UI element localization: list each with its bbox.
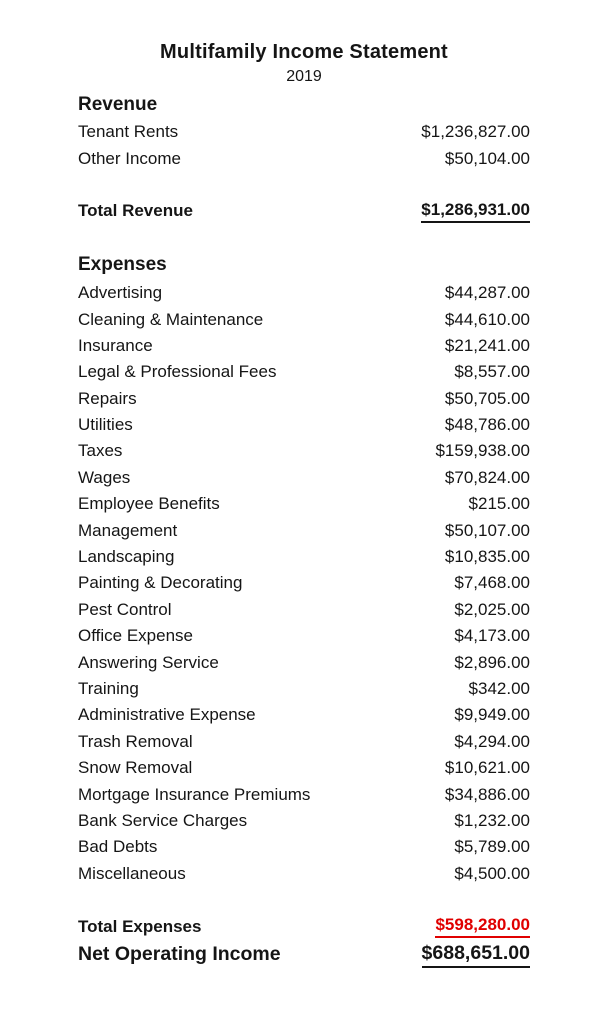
expense-row-label: Utilities xyxy=(78,415,133,435)
expense-row-label: Office Expense xyxy=(78,626,193,646)
expense-row-value: $44,287.00 xyxy=(444,283,530,303)
expense-row-value: $34,886.00 xyxy=(444,784,530,804)
expense-row xyxy=(78,729,530,755)
expense-row xyxy=(78,544,530,570)
expense-row xyxy=(78,386,530,412)
expense-row-label: Answering Service xyxy=(78,652,219,672)
expense-row-label: Employee Benefits xyxy=(78,494,220,514)
expense-row-value: $70,824.00 xyxy=(444,467,530,487)
expense-row xyxy=(78,649,530,675)
blank-line xyxy=(78,887,530,913)
expense-row xyxy=(78,755,530,781)
expense-row xyxy=(78,438,530,464)
revenue-row xyxy=(78,145,530,171)
revenue-row-label: Other Income xyxy=(78,148,181,168)
net-operating-income-value: $688,651.00 xyxy=(422,942,530,968)
expense-row xyxy=(78,623,530,649)
expense-row-label: Painting & Decorating xyxy=(78,573,243,593)
expense-row-value: $9,949.00 xyxy=(454,705,530,725)
year-subtitle: 2019 xyxy=(286,68,322,85)
expense-row-label: Taxes xyxy=(78,441,123,461)
revenue-section-heading: Revenue xyxy=(78,93,158,115)
total-expenses-row xyxy=(78,913,530,939)
expense-row-label: Mortgage Insurance Premiums xyxy=(78,784,311,804)
expenses-section-heading: Expenses xyxy=(78,254,167,276)
expense-row xyxy=(78,412,530,438)
total-revenue-row xyxy=(78,198,530,224)
expense-row-value: $8,557.00 xyxy=(454,362,530,382)
total-expenses-label: Total Expenses xyxy=(78,916,202,936)
net-operating-income-label: Net Operating Income xyxy=(78,943,281,966)
expense-row-value: $159,938.00 xyxy=(435,441,530,461)
expense-row-label: Wages xyxy=(78,467,131,487)
total-expenses-value: $598,280.00 xyxy=(435,915,530,938)
expense-row-value: $7,468.00 xyxy=(454,573,530,593)
expense-row-value: $50,107.00 xyxy=(444,520,530,540)
expense-row xyxy=(78,597,530,623)
blank-line xyxy=(78,225,530,251)
expense-row-label: Pest Control xyxy=(78,599,172,619)
expense-row-value: $48,786.00 xyxy=(444,415,530,435)
expense-row xyxy=(78,491,530,517)
page-title: Multifamily Income Statement xyxy=(160,41,448,63)
expense-row-value: $1,232.00 xyxy=(454,810,530,830)
expense-row xyxy=(78,333,530,359)
revenue-row xyxy=(78,119,530,145)
expense-row-label: Legal & Professional Fees xyxy=(78,362,277,382)
expense-row-label: Training xyxy=(78,679,139,698)
expense-row-label: Trash Removal xyxy=(78,731,193,751)
expense-row-label: Repairs xyxy=(78,388,137,408)
expense-row-label: Advertising xyxy=(78,283,163,303)
expense-row-label: Management xyxy=(78,520,178,540)
revenue-row-value: $50,104.00 xyxy=(444,148,530,168)
blank-line xyxy=(78,172,530,198)
expense-row-label: Snow Removal xyxy=(78,758,193,778)
expense-row xyxy=(78,808,530,834)
expense-row xyxy=(78,834,530,860)
expense-row-value: $2,025.00 xyxy=(454,599,530,619)
expense-row xyxy=(78,280,530,306)
expense-row-label: Insurance xyxy=(78,335,153,355)
expense-row-value: $21,241.00 xyxy=(444,335,530,355)
total-revenue-label: Total Revenue xyxy=(78,201,193,221)
expense-row xyxy=(78,359,530,385)
expense-row xyxy=(78,570,530,596)
expense-row-label: Miscellaneous xyxy=(78,863,186,883)
expense-row-label: Bank Service Charges xyxy=(78,810,248,830)
revenue-row-value: $1,236,827.00 xyxy=(421,122,530,142)
expense-row-value: $5,789.00 xyxy=(454,837,530,857)
expense-row-value: $4,500.00 xyxy=(454,863,530,883)
net-operating-income-row xyxy=(78,940,530,970)
total-revenue-value: $1,286,931.00 xyxy=(421,200,530,223)
expense-row-value: $215.00 xyxy=(468,494,530,514)
expense-row xyxy=(78,781,530,807)
expense-row xyxy=(78,465,530,491)
expense-row-value: $50,705.00 xyxy=(444,388,530,408)
expense-row-label: Cleaning & Maintenance xyxy=(78,309,264,329)
expense-row-label: Administrative Expense xyxy=(78,705,256,725)
expense-row-value: $44,610.00 xyxy=(444,309,530,329)
expense-row xyxy=(78,306,530,332)
expense-row-value: $2,896.00 xyxy=(454,652,530,672)
expense-row-label: Landscaping xyxy=(78,547,175,567)
expense-row-label: Bad Debts xyxy=(78,837,158,857)
expense-row-value: $4,173.00 xyxy=(454,626,530,646)
revenue-row-label: Tenant Rents xyxy=(78,122,179,142)
expense-row-value: $342.00 xyxy=(468,679,530,698)
expense-row xyxy=(78,702,530,728)
expense-row xyxy=(78,517,530,543)
expense-row-value: $10,835.00 xyxy=(444,547,530,567)
expense-row xyxy=(78,676,530,702)
expense-row xyxy=(78,861,530,887)
expense-row-value: $10,621.00 xyxy=(444,758,530,778)
expense-row-value: $4,294.00 xyxy=(454,731,530,751)
